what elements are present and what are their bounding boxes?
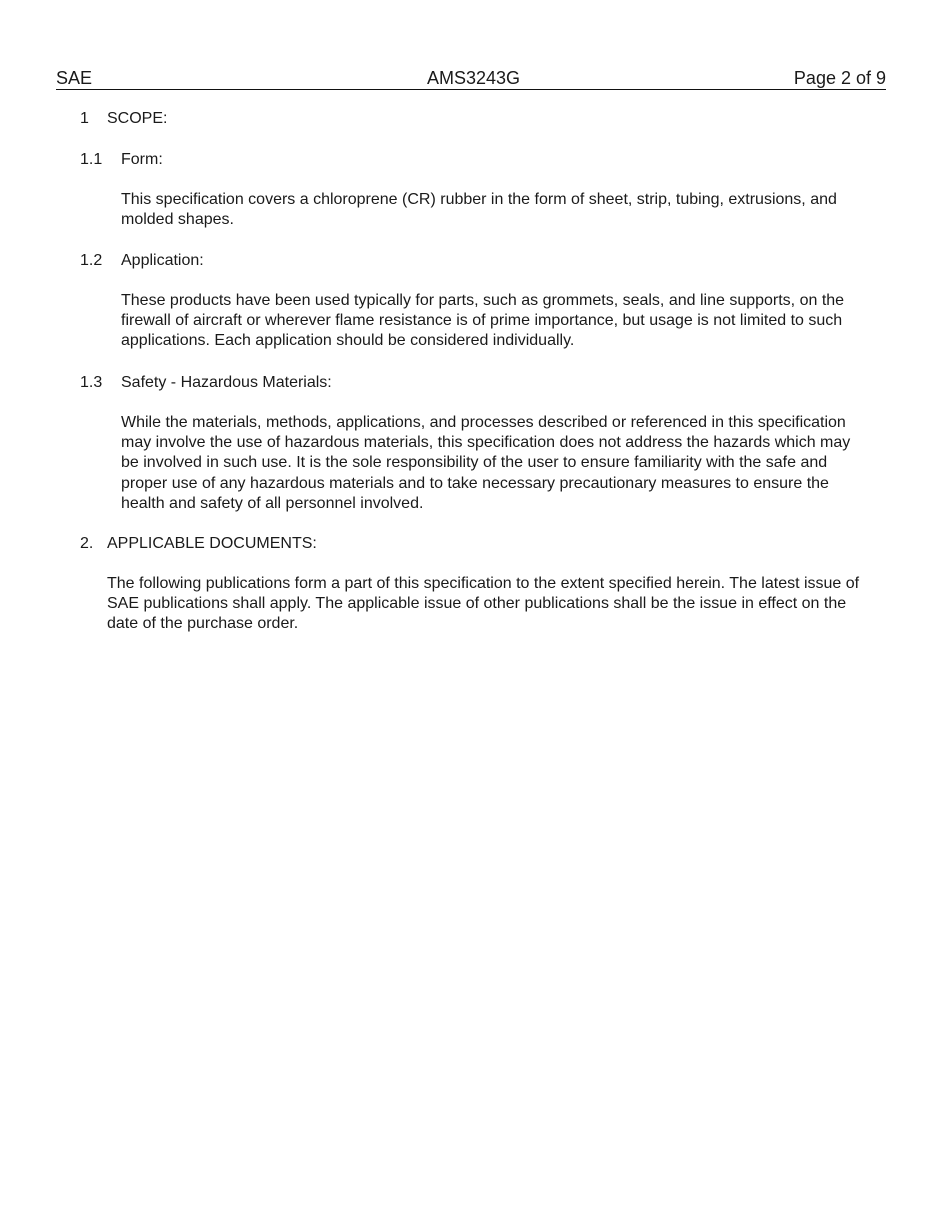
section-heading-form [80, 150, 163, 170]
section-heading-applicable-documents [80, 534, 317, 554]
header-page-number: Page 2 of 9 [793, 68, 886, 88]
section-heading-application [80, 251, 204, 271]
section-title: Safety - Hazardous Materials: [121, 374, 332, 391]
section-number: 2. [80, 535, 94, 552]
section-title: Application: [121, 252, 204, 269]
header-organization: SAE [56, 68, 93, 88]
section-number: 1 [80, 110, 89, 127]
section-number: 1.2 [80, 252, 103, 269]
section-title: Form: [121, 151, 163, 168]
section-body-form: This specification covers a chloroprene (CR) rubber in the form of sheet, strip, tubing, extrusions, and molded shapes. [121, 191, 837, 229]
section-number: 1.1 [80, 151, 103, 168]
page-header [56, 67, 886, 90]
section-title: SCOPE: [107, 110, 168, 127]
section-heading-scope [80, 109, 168, 129]
section-title: APPLICABLE DOCUMENTS: [107, 535, 317, 552]
header-document-number: AMS3243G [427, 68, 521, 88]
section-number: 1.3 [80, 374, 103, 391]
section-body-applicable-documents: The following publications form a part of this specification to the extent specified herein. The latest issue of SAE publications shall apply. The applicable issue of other publications shall be the issue in effect on the date of the purchase order. [107, 575, 860, 633]
section-body-application: These products have been used typically for parts, such as grommets, seals, and line supports, on the firewall of aircraft or wherever flame resistance is of prime importance, but usage is not limited to such applications. Each application should be considered individually. [121, 292, 845, 350]
section-heading-safety [80, 373, 332, 393]
section-body-safety: While the materials, methods, applications, and processes described or referenced in this specification may involve the use of hazardous materials, this specification does not address the hazards which may be involved in such use. It is the sole responsibility of the user to ensure familiarity with the safe and proper use of any hazardous materials and to take necessary precautionary measures to ensure the health and safety of all personnel involved. [121, 414, 851, 512]
